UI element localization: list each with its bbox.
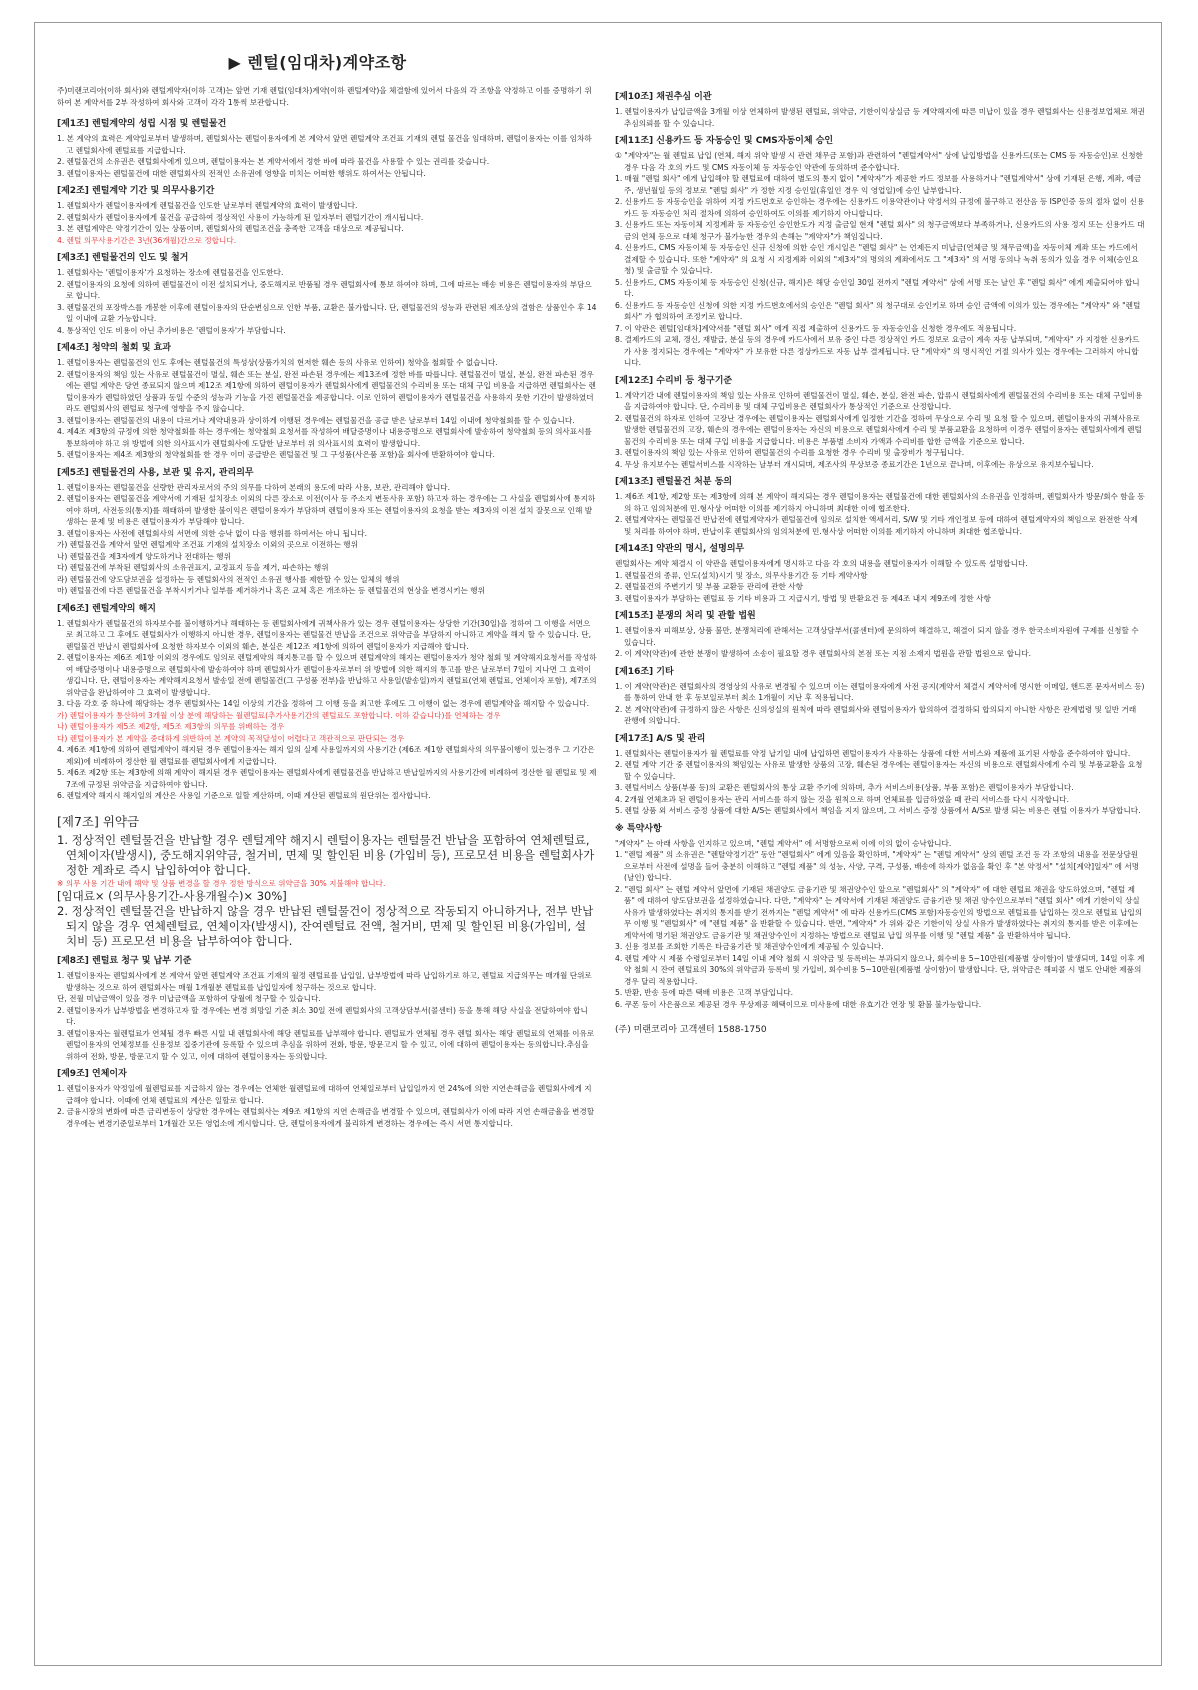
clause-item: 3. 신용 정보를 조회한 기록은 타금융기관 및 채권양수인에게 제공될 수 있습니다. [615,942,884,951]
clause-section [615,476,1145,537]
clause-heading: [제8조] 렌털료 청구 및 납부 기준 [57,956,192,966]
clause-item: 2. 렌털회사가 렌털이용자에게 물건을 공급하여 정상적인 사용이 가능하게 된 일자부터 렌털기간이 개시됩니다. [57,212,424,222]
clause-heading: [제16조] 기타 [615,666,674,677]
clause-items [57,833,597,878]
clause-item: 라) 렌털물건에 양도담보권을 설정하는 등 렌털회사의 전적인 소유권 행사를 제한할 수 있는 일체의 행위 [57,574,400,584]
clause-item: 3. 본 렌털계약은 약정기간이 있는 상품이며, 렌털회사의 렌털조건을 충족한 고객을 대상으로 제공됩니다. [57,224,404,233]
clause-item: 1. 렌털이용자 피해보상, 상품 불만, 분쟁처리에 관해서는 고객상담부서(콜센터)에 문의하여 해결하고, 해결이 되지 않을 경우 한국소비자원에 구제를 신청할 수 있습니다. [615,626,1139,647]
clause-section [57,814,597,950]
clause-item: 2. 금융시장의 변화에 따른 금리변동이 상당한 경우에는 렌털회사는 제9조 제1항의 지연 손해금을 변경할 수 있으며, 렌털회사가 이에 따라 지연 손해금율을 변경할 경우에는 변경기준일로부터 1개월간 모든 영업소에 게시합니다. 단, 렌털이용자에게 불리하게 변경하는 경우에는 즉시 서면 통지합니다. [57,1107,595,1128]
clause-item: 2. 본 계약(약관)에 규정하지 않은 사항은 신의성실의 원칙에 따라 렌털회사와 렌털이용자가 합의하여 결정하되 합의되지 아니한 사항은 관계법령 및 일반 거래 관행에 의합니다. [615,704,1137,725]
clause-item: 3. 다음 각호 중 하나에 해당하는 경우 렌털회사는 14일 이상의 기간을 정하여 그 이행 등을 최고한 후에도 그 이행이 없는 경우에 렌털계약을 해지할 수 있습니다. [57,699,590,708]
clause-item: 1. 렌털이용자는 렌털물건을 선량한 관리자로서의 주의 의무를 다하여 본래의 용도에 따라 사용, 보관, 관리해야 합니다. [57,482,451,492]
clause-item: 3. 렌털이용자는 렌털물건의 내용이 다르거나 계약내용과 상이하게 이행된 경우에는 렌털물건을 공급 받은 날로부터 14일 이내에 청약철회를 할 수 있습니다. [57,415,575,425]
clause-item: 5. 신용카드, CMS 자동이체 등 자동승인 신청(신규, 해지)은 해당 승인일 30일 전까지 "렌털 계약서" 상에 서명 또는 날인 후 "렌털 회사" 에게 제출되어야 합니다. [615,277,1140,298]
clause-item: 단, 전월 미납금액이 있을 경우 미납금액을 포함하여 당월에 청구할 수 있습니다. [57,994,321,1003]
clause-items [57,618,597,710]
clause-item: 4. 무상 유지보수는 렌털서비스를 시작하는 날부터 개시되며, 제조사의 무상보증 종료기간은 1년으로 끝나며, 이후에는 유상으로 유지보수됩니다. [615,459,1094,469]
clause-item: 가) 렌털이용자가 통산하여 3개월 이상 분에 해당하는 월렌털료(추가사용기간의 렌털료도 포함합니다. 이하 같습니다)를 연체하는 경우 [57,710,501,720]
clause-section [615,733,1145,817]
right-column [615,85,1145,1035]
clause-heading: [제1조] 렌털계약의 성립 시점 및 렌털물건 [57,119,227,129]
clause-item: 1. 렌털회사는 '렌털이용자'가 요청하는 장소에 렌털물건을 인도한다. [57,268,284,277]
clause-item: 3. 렌털이용자가 부담하는 렌털료 등 기타 비용과 그 지급시기, 방법 및 반환요건 등 제4조 내지 제9조에 정한 사항 [615,593,991,603]
clause-section [57,118,597,179]
clause-item: 1. 렌털이용자가 약정일에 월렌털료를 지급하지 않는 경우에는 연체한 월렌털료에 대하여 연체일로부터 납입일까지 연 24%에 의한 지연손해금을 렌털회사에게 지급해야 합니다. 이때에 연체 렌털료의 계산은 일할로 합니다. [57,1084,592,1105]
clause-heading: [제11조] 신용카드 등 자동승인 및 CMS자동이체 승인 [615,136,834,146]
clause-item: 1. 렌털회사가 렌털이용자에게 렌털물건을 인도한 날로부터 렌털계약의 효력이 발생합니다. [57,201,358,210]
red-clause-items [57,235,597,247]
clause-item: 다) 렌털이용자가 본 계약을 중대하게 위반하여 본 계약의 목적달성이 어렵다고 객관적으로 판단되는 경우 [57,733,405,743]
clause-section [57,955,597,1062]
clause-item: 1. 본 계약의 효력은 계약일로부터 발생하며, 렌털회사는 렌털이용자에게 본 계약서 앞면 렌털계약 조건표 기재의 렌털 물건을 임대하며, 렌털이용자는 이를 임차하고 렌털회사에 렌털료를 지급합니다. [57,134,592,155]
clause-item: 2. "렌털 회사" 는 렌털 계약서 앞면에 기재된 채권양도 금융기관 및 채권양수인 앞으로 "렌털회사" 의 "계약자" 에 대한 렌털료 채권을 양도하였으며, "렌털 제품" 에 대하여 양도담보권을 설정하였습니다. 다만, "계약자" 는 계약서에 기재된 채권양도 금융기관 및 채권 양수인으로부터 "렌털 회사" 에게 기한이익 상실 사유가 발생하였다는 취지의 통지를 받기 전까지는 "렌털 계약서" 에 따라 신용카드(CMS 포함)자동승인의 방법으로 렌털료를 납입하는 것으로 렌털료 납입의무 이행 및 "렌털회사" 에 "렌털 제품" 을 반환할 수 있습니다. 반면, "계약자" 가 위와 같은 기한이익 상실 사유가 발생하였다는 취지의 통지를 받은 이후에는 계약서에 명기된 채권양도 금융기관 및 채권양수인이 지정하는 방법으로 렌털료 납입 의무를 이행 및 "렌털 제품" 을 반환하셔야 됩니다. [615,884,1143,940]
clause-item: 4. 렌털 의무사용기간은 3년(36개월)간으로 정합니다. [57,235,237,245]
clause-items [615,625,1145,660]
clause-section [57,342,597,461]
clause-item: 1. 이 계약(약관)은 렌털회사의 경영상의 사유로 변경될 수 있으며 이는 렌털이용자에게 사전 공지(계약서 체결시 계약서에 명시한 이메일, 핸드폰 문자서비스 등)를 통하여 안내 한 후 동보일로부터 최소 1개월이 지난 후 적용됩니다. [615,681,1145,702]
clause-items [615,491,1145,537]
clause-item: 6. 쿠폰 등이 사은품으로 제공된 경우 무상제공 혜택이므로 미사용에 대한 유효기간 연장 및 환불 불가능합니다. [615,999,982,1009]
clause-item: 4. 통상적인 인도 비용이 아닌 추가비용은 '렌털이용자'가 부담합니다. [57,325,286,335]
clause-heading: [제2조] 렌털계약 기간 및 의무사용기간 [57,186,215,196]
clause-item: 1. 매월 "렌털 회사" 에게 납입해야 할 렌털료에 대하여 별도의 통지 없이 "계약자"가 제공한 카드 정보를 사용하거나 "렌털계약서" 상에 기재된 은행, 계좌, 예금주, 생년월일 등의 정보로 "렌털 회사" 가 정한 지정 승인일(휴일인 경우 익 영업일)에 승인 납부합니다. [615,174,1142,195]
clause-section [57,185,597,246]
clause-heading: [제14조] 약관의 명시, 설명의무 [615,544,745,554]
clause-item: 3. 렌털서비스 상품(부품 등)의 교환은 렌털회사의 통상 교환 주기에 의하며, 추가 서비스비용(상품, 부품 포함)은 렌털이용자가 부담합니다. [615,783,1074,792]
clause-heading: [제4조] 청약의 철회 및 효과 [57,343,171,353]
clause-item: "계약자" 는 아래 사항을 인지하고 있으며, "렌털 계약서" 에 서명함으로써 이에 이의 없이 승낙합니다. [615,838,952,848]
clause-item: 5. 반환, 반송 등에 따른 택배 비용은 고객 부담입니다. [615,988,794,997]
clause-items [615,558,1145,604]
clause-item: 1. 렌털물건의 종류, 인도(설치)시기 및 장소, 의무사용기간 등 기타 계약사항 [615,570,868,580]
clause-item: 2. 렌털이용자가 납부방법을 변경하고자 할 경우에는 변경 희망일 기준 최소 30일 전에 렌털회사의 고객상담부서(콜센터) 등을 통해 해당 사실을 전달하여야 합니다. [57,1005,588,1026]
clause-item: 2. 정상적인 렌털물건을 반납하지 않을 경우 반납된 렌털물건이 정상적으로 작동되지 아니하거나, 전부 반납되지 않을 경우 연체렌털료, 연체이자(발생시), 잔여렌털료 전액, 철거비, 면제 및 할인된 비용(가입비, 설치비 등) 프로모션 비용을 납부하여야 합니다. [57,904,594,948]
clause-item: 3. 렌털물건의 포장박스를 개봉한 이후에 렌털이용자의 단순변심으로 인한 부품, 교환은 불가합니다. 단, 렌털물건의 성능과 관련된 제조상의 결함은 상품인수 후 14일 이내에 교환 가능합니다. [57,302,597,323]
clause-item: 5. 렌털 상품 외 서비스 증정 상품에 대한 A/S는 렌털회사에서 책임을 지지 않으며, 그 서비스 증정 상품에서 A/S로 발생 되는 비용은 렌털 이용자가 부담합니다. [615,806,1141,815]
clause-item: 1. 렌털이용자가 납입금액을 3개월 이상 연체하여 발생된 렌털료, 위약금, 기한이익상실금 등 계약해지에 따른 미납이 있을 경우 렌털회사는 신용정보업체로 채권추심의뢰를 할 수 있습니다. [615,107,1145,128]
clause-item: 4. 신용카드, CMS 자동이체 등 자동승인 신규 신청에 의한 승인 개시일은 "렌털 회사" 는 언제든지 미납금(연체금 및 채무금액)을 자동이체 계좌 또는 카드에서 결제할 수 있습니다. 또한 "계약자" 의 요청 시 지정계좌 이외의 "제3자"의 명의의 계좌에서도 그 "제3자" 의 서명 동의나 녹취 동의가 있을 경우 이체(승인요청) 및 출금할 수 있습니다. [615,243,1139,275]
clause-heading: [제13조] 렌털물건 처분 동의 [615,477,733,487]
clause-heading: [제10조] 채권추심 이관 [615,92,712,102]
clause-section [57,252,597,336]
clause-section [615,610,1145,660]
clause-item: 2. 신용카드 등 자동승인을 위하여 지정 카드번호로 승인하는 경우에는 신용카드 이용약관이나 약정서의 규정에 불구하고 전산음 등 ISP인증 등의 절차 없이 신용카드 등 자동승인 처리 절차에 의하여 승인하여도 이의를 제기하지 아니합니다. [615,197,1145,218]
clause-item: 1. 렌털이용자는 렌털회사에게 본 계약서 앞면 렌털계약 조건표 기재의 월정 렌털료를 납입일, 납부방법에 따라 납입하기로 하고, 렌털료 지급의무는 매개월 단위로 발생하는 것으로 하여 렌털회사는 매월 1개월분 렌털료를 납입일자에 청구하는 것으로 합니다. [57,971,592,992]
clause-item: 나) 렌털물건을 제3자에게 양도하거나 전대하는 행위 [57,551,231,561]
clause-items [615,150,1145,369]
clause-items [57,970,597,1062]
clause-item: 2. 렌털이용자의 요청에 의하여 렌털물건이 이전 설치되거나, 중도해지로 반품될 경우 렌털회사에 통보 하여야 하며, 그에 따르는 배송 비용은 렌털이용자의 부담으로 합니다. [57,279,592,300]
clause-heading: [제5조] 렌털물건의 사용, 보관 및 유지, 관리의무 [57,467,254,478]
clause-heading: [제7조] 위약금 [57,813,140,829]
page-title: ▶ 렌털(임대차)계약조항 [228,53,407,72]
clause-item: 다) 렌털물건에 부착된 렌털회사의 소유권표지, 교정표지 등을 제거, 파손하는 행위 [57,563,329,572]
clause-item: 1. 렌털회사가 렌털물건의 하자보수를 불이행하거나 해태하는 등 렌털회사에게 귀책사유가 있는 경우 렌털이용자는 상당한 기간(30일)을 정하여 그 이행을 서면으로 최고하고 그 후에도 렌털회사가 이행하지 아니한 경우, 렌털이용자는 렌털물건 반납을 조건으로 위약금을 부담하지 아니하고 계약을 해지 할 수 있습니다. 단, 렌털물건 반납시 렌털회사에 요청한 하자보수 이외의 훼손, 분실은 제12조 제1항에 의하여 렌털이용자가 지급해야 합니다. [57,618,591,651]
clause-item: 3. 렌털이용자는 사전에 렌털회사의 서면에 의한 승낙 없이 다음 행위를 하여서는 아니 됩니다. [57,528,368,538]
clause-heading: [제6조] 렌털계약의 해지 [57,603,157,614]
clause-item: 8. 결제카드의 교체, 갱신, 재발급, 분실 등의 경우에 카드사에서 보유 중인 다른 정상적인 카드 정보로 요금이 계속 자동 납부되며, "계약자" 가 지정한 신용카드가 사용 정지되는 경우에는 "계약자" 가 보유한 다른 정상카드로 자동 납부 결제됩니다. 단 "계약자" 의 명시적인 거절 의사가 있는 경우에는 그러하지 아니합니다. [615,335,1140,367]
clause-items [57,357,597,461]
clause-item: 1. "렌털 제품" 의 소유권은 "렌탈약정기간" 동안 "렌털회사" 에게 있음을 확인하며, "계약자" 는 "렌털 계약서" 상의 렌털 조건 등 각 조항의 내용을 전문상담원으로부터 사전에 설명을 들어 충분히 이해하고 "렌털 제품" 의 성능, 사양, 구격, 구성품, 배송에 하자가 없음을 확인 후 "본 약정서" "설치[계약]일자" 에 서명(날인) 합니다. [615,850,1140,882]
clause-section [615,135,1145,369]
clause-item: 2. 렌털이용자의 책임 있는 사유로 렌털물건이 멸실, 훼손 또는 분실, 완전 파손된 경우에는 제13조에 정한 바를 따릅니다. 렌털물건이 멸실, 분실, 완전 파손된 경우에는 렌털 계약은 당연 종료되지 않으며 제12조 제1항에 의하여 렌털이용자가 렌털회사에게 렌털물건의 수리비용 또는 대체 구입 비용을 지급하면 렌털회사는 렌털이용자가 렌털하였던 상품과 동일 수준의 성능과 기능을 가진 렌털물건을 제공합니다. 이로 인하여 렌털이용자가 렌털물건을 사용하지 못한 기간이 발생하였더라도 렌털회사의 렌털료 청구에 영향을 주지 않습니다. [57,369,596,413]
clause-section [57,1068,597,1129]
clause-items [57,133,597,179]
clause-item: 2. 렌털계약자는 렌털물건 반납전에 렌털계약자가 렌털물건에 임의로 설치한 액세서리, S/W 및 기타 개인정보 등에 대하여 렌털계약자의 책임으로 완전한 삭제 및 처리를 하여야 하며, 반납이후 렌털회사의 임의처분에 민.형사상 어떠한 이의를 제기하지 아니하며 최대한 협조합니다. [615,515,1138,536]
clause-item: 4. 렌털 계약 시 제품 수령일로부터 14일 이내 계약 철회 시 위약금 및 등록비는 부과되지 않으나, 회수비용 5~10만원(제품별 상이함)이 발생되며, 14일 이후 계약 철회 시 잔여 렌털료의 30%의 위약금과 등록비 및 가입비, 회수비용 5~10만원(제품별 상이함)이 발생합니다. 단, 위약금은 해피콜 시 별도 안내한 제품의 경우 달리 적용합니다. [615,953,1145,986]
clause-item: 렌털회사는 계약 체결시 이 약관을 렌털이용자에게 명시하고 다음 각 호의 내용을 렌털이용자가 이해할 수 있도록 설명합니다. [615,559,1028,568]
clause-heading: [제12조] 수리비 등 청구기준 [615,375,733,386]
clause-section [57,467,597,597]
clause-heading: [제15조] 분쟁의 처리 및 관할 법원 [615,611,756,621]
clause-item: 3. 렌털이용자는 월렌털료가 연체될 경우 빠른 시일 내 렌털회사에 해당 렌털료를 납부해야 합니다. 렌털료가 연체될 경우 렌털 회사는 해당 렌털료의 연체를 이유로 렌털이용자의 연체정보를 신용정보 집중기관에 등록할 수 있으며 추심을 위하여 전화, 방문, 방문고지 할 수 있고, 이에 대하여 렌털이용자는 동의합니다.추심을 위하여 전화, 방문, 방문고지 할 수 있고, 이에 대하여 렌털이용자는 동의합니다. [57,1028,595,1061]
clause-item: 가) 렌털물건을 계약서 앞면 렌털계약 조건표 기재의 설치장소 이외의 곳으로 이전하는 행위 [57,540,358,549]
clause-item: 2. 렌털이용자는 제6조 제1항 이외의 경우에도 임의로 렌털계약의 해지통고를 할 수 있으며 렌털계약의 해지는 렌털이용자가 청약 철회 및 계약해지요청서를 작성하여 배달증명이나 내용증명으로 렌털회사에 발송하여야 하며 렌털회사가 렌털이용자로부터 위 방법에 의한 해지의 통고를 받은 날로부터 7일이 지나면 그 효력이 생깁니다. 단, 렌털이용자는 계약해지요청서 발송일 전에 렌털물건(그 구성품 전부)을 반납하고 사용일(발송일)까지 렌털료(연체 렌털료, 연체이자 포함), 제7조의 위약금을 완납하여야 그 효력이 발생합니다. [57,653,597,697]
clause-items [57,200,597,235]
clause-item: 4. 제4조 제3항의 규정에 의한 청약철회를 하는 경우에는 청약철회 요청서를 작성하여 배달증명이나 내용증명으로 렌털회사에 발송하여 청약철회 등의 의사표시를 통보하여야 하고 위 방법에 의한 의사표시가 렌털회사에 도달한 날로부터 위 의사표시의 효력이 발생합니다. [57,427,592,448]
clause-items [615,748,1145,817]
clause-item: 1. 렌털이용자는 렌털물건의 인도 후에는 렌털물건의 특성상(상품가치의 현저한 훼손 등의 사유로 인하여) 청약을 철회할 수 없습니다. [57,358,498,367]
clause-item: 나) 렌털이용자가 제5조 제2항, 제5조 제3항의 의무를 위배하는 경우 [57,722,285,731]
clause-section [615,375,1145,471]
clause-item: 2. 렌털이용자는 렌털물건을 계약서에 기재된 설치장소 이외의 다른 장소로 이전(이사 등 주소지 변동사유 포함) 하고자 하는 경우에는 그 사실을 렌털회사에 통지하여야 하며, 사전동의(통지)를 해태하여 발생한 불이익은 렌털이용자가 부담하며 렌털이용자 또는 렌털이용자의 요청을 받는 제3자의 이전 설치 잘못으로 인해 발생하는 문제 및 비용은 렌털이용자가 부담해야 합니다. [57,494,596,526]
clause-section [615,666,1145,727]
clause-item: 3. 렌털이용자의 책임 있는 사유로 인하여 렌털물건의 수리를 요청한 경우 수리비 및 출장비가 청구됩니다. [615,448,965,457]
clause-section [615,823,1145,1011]
clause-items [615,106,1145,129]
clause-item: 4. 2개월 연체초과 된 렌털이용자는 관리 서비스를 하지 않는 것을 원칙으로 하며 연체료를 입금하였을 때 관리 서비스를 다시 시작합니다. [615,794,1070,804]
clause-heading: [제3조] 렌털물건의 인도 및 철거 [57,253,189,263]
contract-terms-page [34,22,1162,1666]
clause-items-continued [57,744,597,802]
left-column [57,85,597,1129]
clause-item: 7. 이 약관은 렌털[임대차]계약서를 "렌털 회사" 에게 직접 제출하여 신용카드 등 자동승인을 신청한 경우에도 적용됩니다. [615,323,1017,333]
intro-paragraph: 주)미랜코리아(이하 회사)와 렌털계약자(이하 고객)는 앞면 기재 렌털(임대차)계약(이하 렌털계약)을 체결함에 있어서 다음의 각 조항을 약정하고 이를 증명하기 위하여 본 계약서를 2부 작성하여 회사와 고객이 각각 1통씩 보관합니다. [57,86,592,107]
clause-item: 2. 렌털물건의 하자로 인하여 고장난 경우에는 렌털이용자는 렌털회사에게 일정한 기간을 정하여 무상으로 수리 및 요청 할 수 있으며, 렌털이용자의 귀책사유로 발생한 렌털물건의 고장, 훼손의 경우에는 렌털이용자는 자신의 비용으로 렌털회사에게 수리 및 부품교환을 요청하여 이경우 렌털이용자는 렌털회사에게 렌털물건의 수리비용 또는 대체 구입 비용을 지급합니다. 비용은 부품별 소비자 가액과 수리비를 합한 금액을 기준으로 합니다. [615,413,1142,446]
clause-items [57,482,597,597]
clause-item: 3. 신용카드 또는 자동이체 지정계좌 등 자동승인 승인한도가 지정 출금일 현재 "렌털 회사" 의 청구금액보다 부족하거나, 신용카드의 사용 정지 또는 신용카드 대금의 연체 등으로 대체 청구가 불가능한 경우의 손해는 "계약자"가 책임집니다. [615,220,1145,241]
clause-section [615,543,1145,604]
clause-heading: [제17조] A/S 및 관리 [615,733,706,744]
clause-item: 1. 제6조 제1항, 제2항 또는 제3항에 의해 본 계약이 해지되는 경우 렌털이용자는 렌털물건에 대한 렌털회사의 소유권을 인정하며, 렌털회사가 방문/회수 함을 동의 하고 임의처분에 민.형사상 어떠한 이의를 제기하지 아니하며 최대한 이에 협조한다. [615,492,1145,513]
clause-item: 4. 제6조 제1항에 의하여 렌털계약이 해지된 경우 렌털이용자는 해지 일의 실제 사용일까지의 사용기간 (제6조 제1항 렌털회사의 의무불이행이 있는경우 그 기간은 제외)에 비례하여 정산한 월 렌털료를 렌털회사에게 지급합니다. [57,745,595,766]
clause-items [615,681,1145,727]
emphasized-red-items [57,878,597,890]
clause-item: 2. 렌털물건의 주변기기 및 부품 교환등 관리에 관한 사항 [615,582,803,591]
clause-section [57,603,597,802]
clause-item: ※ 의무 사용 기간 내에 해약 및 상품 변경을 할 경우 정한 방식으로 위약금을 30% 지불해야 합니다. [57,878,386,888]
clause-item: 5. 렌털이용자는 제4조 제3항의 청약철회를 한 경우 이미 공급받은 렌털물건 및 그 구성품(사은품 포함)을 회사에 반환하여야 합니다. [57,450,495,459]
clause-item: ① "계약자"는 월 렌털료 납입 (연체, 해지 위약 발생 시 관련 채무금 포함)과 관련하여 "렌털계약서" 상에 납입방법을 신용카드(또는 CMS 등 자동승인)로 신청한 경우 다음 각 호의 카드 및 CMS 자동이체 등 자동승인 약관에 동의하며 준수합니다. [615,151,1143,172]
clause-item: 5. 제6조 제2항 또는 제3항에 의해 계약이 해지된 경우 렌털이용자는 렌털회사에게 렌털물건을 반납하고 반납일까지의 사용기간에 비례하여 정산한 월 렌털료 및 제7조에 규정된 위약금을 지급하여야 합니다. [57,768,597,789]
clause-item: 1. 계약기간 내에 렌털이용자의 책임 있는 사유로 인하여 렌털물건이 멸실, 훼손, 분실, 완전 파손, 압류시 렌털회사에게 렌털물건의 수리비용 또는 대체 구입비용을 지급하여야 합니다. 단, 수리비용 및 대체 구입비용은 렌털회사가 통상적인 기준으로 산정합니다. [615,390,1143,411]
clause-items [57,267,597,336]
clause-item: 2. 렌털 계약 기간 중 렌털이용자의 책임있는 사유로 발생한 상품의 고장, 훼손된 경우에는 렌털이용자는 자신의 비용으로 렌털회사에게 수리 및 부품교환을 요청할 수 있습니다. [615,760,1143,781]
clause-item: 3. 렌털이용자는 렌털물건에 대한 렌털회사의 전적인 소유권에 영향을 미치는 어떠한 행위도 하여서는 안됩니다. [57,168,426,178]
clause-items [57,1083,597,1129]
clause-item: 6. 신용카드 등 자동승인 신청에 의한 지정 카드번호에서의 승인은 "렌털 회사" 의 청구대로 승인키로 하며 승인 금액에 이의가 있는 경우에는 "계약자" 와 "렌털 회사" 가 협의하여 조정키로 합니다. [615,300,1141,321]
clause-section [615,91,1145,129]
customer-center-footer: (주) 미랜코리아 고객센터 1588-1750 [615,1025,767,1035]
clause-items-continued [57,889,597,949]
clause-item: 2. 렌털물건의 소유권은 렌털회사에게 있으며, 렌털이용자는 본 계약서에서 정한 바에 따라 물건을 사용할 수 있는 권리를 갖습니다. [57,157,490,166]
emphasized-red-items [57,710,597,745]
clause-item: [임대료× (의무사용기간-사용개월수)× 30%] [57,889,287,903]
clause-items [615,838,1145,1011]
clause-item: 1. 정상적인 렌털물건을 반납할 경우 렌털계약 해지시 렌털이용자는 렌털물건 반납을 포함하여 연체렌털료, 연체이자(발생시), 중도해지위약금, 철거비, 면제 및 할인된 비용 (가입비 등), 프로모션 비용을 렌털회사가 정한 계좌로 즉시 납입하여야 합니다. [57,832,595,877]
clause-item: 1. 렌털회사는 렌털이용자가 월 렌털료를 약정 납기일 내에 납입하면 렌털이용자가 사용하는 상품에 대한 서비스와 제품에 표기된 사항을 준수하여야 합니다. [615,748,1131,758]
clause-items [615,390,1145,471]
clause-item: 2. 이 계약(약관)에 관한 분쟁이 발생하여 소송이 필요할 경우 렌털회사의 본점 또는 지점 소재지 법원을 관할 법원으로 합니다. [615,649,1032,658]
clause-item: 6. 렌털계약 해지시 해지일의 계산은 사용일 기준으로 일할 계산하며, 이때 계산된 렌털료의 원단위는 절사합니다. [57,791,431,800]
clause-heading: ※ 특약사항 [615,823,662,834]
clause-item: 마) 렌털물건에 다른 렌털물건을 부착시키거나 일부를 제거하거나 혹은 교체 혹은 개조하는 등 렌털물건의 현상을 변경시키는 행위 [57,586,485,595]
clause-heading: [제9조] 연체이자 [57,1069,127,1079]
